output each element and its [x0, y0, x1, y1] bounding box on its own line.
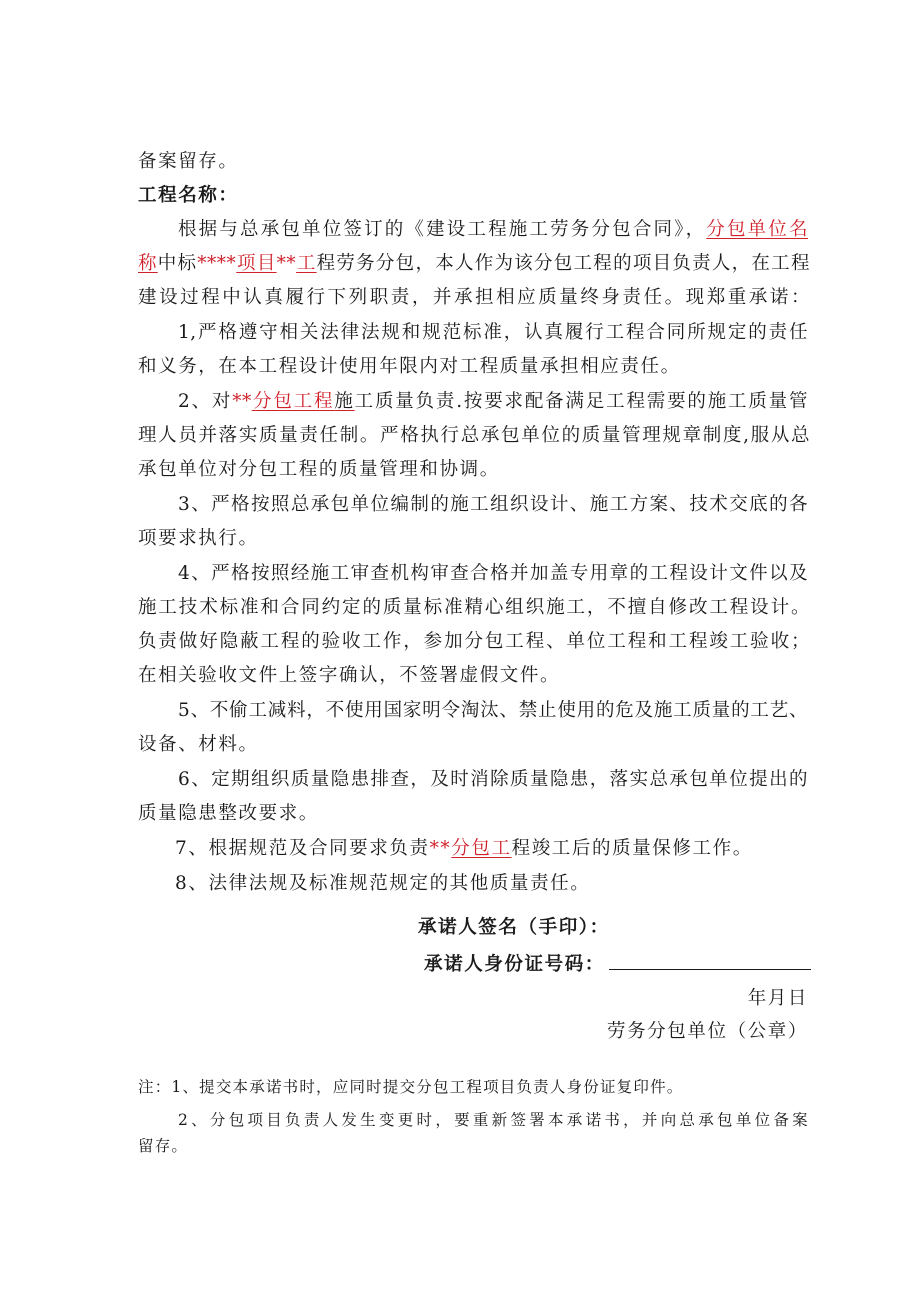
subcontractor-name-placeholder-end: 称 [138, 253, 158, 274]
project-placeholder-stars: ** [276, 253, 297, 274]
item-1-line-2: 和义务，在本工程设计使用年限内对工程质量承担相应责任。 [138, 356, 681, 377]
item-6-line-1: 6、定期组织质量隐患排查，及时消除质量隐患，落实总承包单位提出的 [178, 769, 808, 790]
note-1: 注：1、提交本承诺书时，应同时提交分包工程项目负责人身份证复印件。 [138, 1078, 684, 1096]
item-3-line-2: 项要求执行。 [138, 528, 259, 549]
intro-line-1 [178, 217, 808, 243]
note-2-line-2: 留存。 [138, 1137, 189, 1155]
item-2-line-2: 理人员并落实质量责任制。严格执行总承包单位的质量管理规章制度,服从总 [138, 425, 810, 446]
item-7-line [175, 836, 753, 862]
placeholder-stars: ** [429, 838, 452, 859]
placeholder-stars: ** [232, 391, 252, 412]
id-number-blank-line [609, 951, 811, 970]
item-text: 程竣工后的质量保修工作。 [511, 838, 753, 859]
note-2-line-1: 2、分包项目负责人发生变更时，要重新签署本承诺书，并向总承包单位备案 [178, 1111, 808, 1129]
item-1-line-1: 1,严格遵守相关法律法规和规范标准，认真履行工程合同所规定的责任 [178, 322, 808, 343]
item-2-line-1 [178, 389, 808, 415]
intro-line-3: 建设过程中认真履行下列职责，并承担相应质量终身责任。现郑重承诺： [138, 287, 810, 308]
item-8-line: 8、法律法规及标准规范规定的其他质量责任。 [175, 873, 591, 894]
subcontract-work-placeholder: 分包工 [451, 838, 512, 859]
project-placeholder-stars: **** [197, 253, 237, 274]
project-placeholder: 项目 [236, 253, 277, 274]
item-4-line-3: 负责做好隐蔽工程的验收工作，参加分包工程、单位工程和工程竣工验收； [138, 631, 810, 652]
signer-id-label: 承诺人身份证号码： [424, 954, 605, 975]
signer-id-row [424, 951, 811, 978]
intro-text: 程劳务分包，本人作为该分包工程的项目负责人，在工程 [316, 253, 810, 274]
subcontractor-seal-label: 劳务分包单位（公章） [606, 1021, 808, 1042]
project-placeholder: 工 [296, 253, 317, 274]
item-6-line-2: 质量隐患整改要求。 [138, 803, 319, 824]
intro-text: 中标 [157, 253, 198, 274]
item-text: 工质量负责.按要求配备满足工程需要的施工质量管 [354, 391, 808, 412]
item-4-line-4: 在相关验收文件上签字确认，不签署虚假文件。 [138, 665, 561, 686]
item-3-line-1: 3、严格按照总承包单位编制的施工组织设计、施工方案、技术交底的各 [178, 494, 808, 515]
date-line: 年月日 [747, 988, 808, 1009]
top-line: 备案留存。 [138, 151, 239, 172]
item-4-line-2: 施工技术标准和合同约定的质量标准精心组织施工，不擅自修改工程设计。 [138, 597, 810, 618]
subcontractor-name-placeholder: 分包单位名 [706, 219, 808, 240]
item-5-line-2: 设备、材料。 [138, 734, 259, 755]
intro-text: 根据与总承包单位签订的《建设工程施工劳务分包合同》， [178, 219, 707, 240]
item-5-line-1: 5、不偷工减料，不使用国家明令淘汰、禁止使用的危及施工质量的工艺、 [178, 700, 808, 721]
item-4-line-1: 4、严格按照经施工审查机构审查合格并加盖专用章的工程设计文件以及 [178, 563, 808, 584]
signer-signature-label: 承诺人签名（手印）： [418, 917, 610, 938]
project-name-label: 工程名称： [138, 185, 239, 206]
intro-line-2 [138, 251, 810, 277]
subcontract-work-placeholder: 分包工程 [251, 391, 335, 412]
item-2-line-3: 承包单位对分包工程的质量管理和协调。 [138, 459, 500, 480]
item-text: 2、对 [178, 391, 233, 412]
item-text: 7、根据规范及合同要求负责 [175, 838, 430, 859]
subcontract-work-placeholder: 施 [334, 391, 355, 412]
